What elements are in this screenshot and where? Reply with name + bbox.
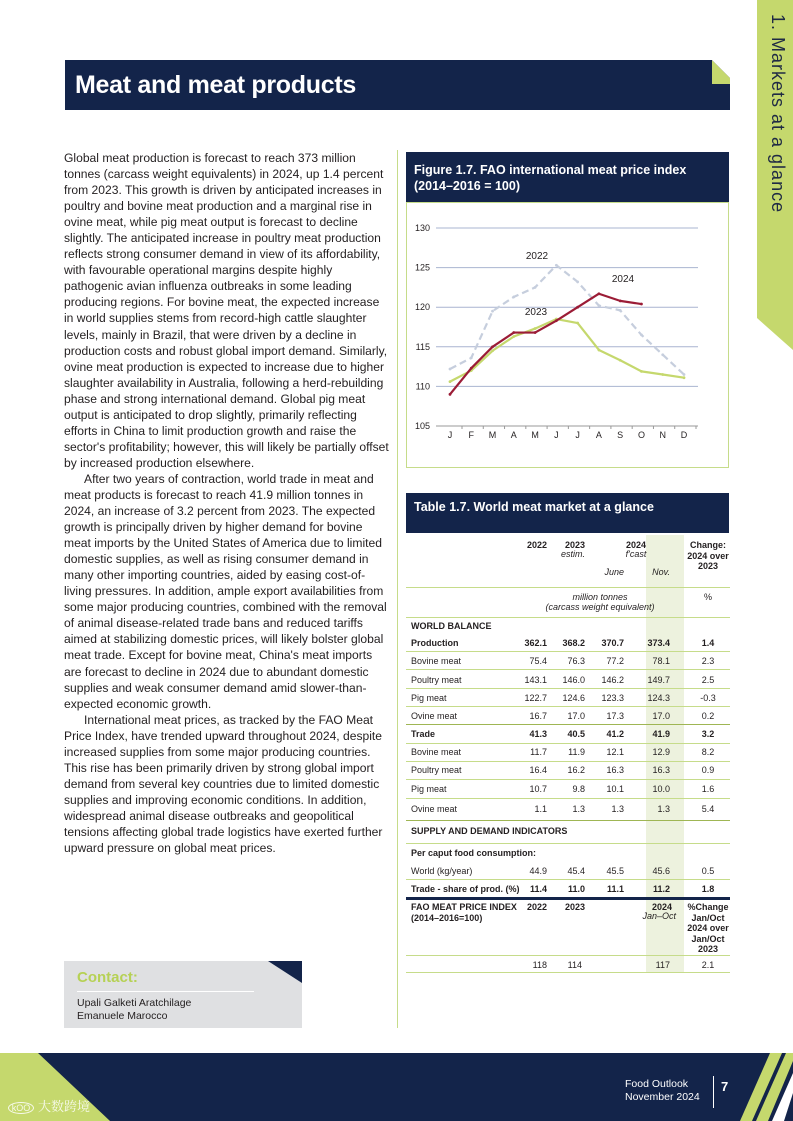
table-rule	[406, 617, 730, 618]
price-index-2022: 118	[532, 960, 547, 970]
x-tick-label: F	[468, 430, 475, 440]
data-point-2024	[576, 306, 579, 309]
x-tick-label: J	[575, 430, 580, 440]
row-label: Ovine meat	[411, 711, 458, 721]
x-tick-label: O	[637, 430, 645, 440]
price-index-header-2022: 2022	[526, 902, 547, 912]
x-tick-label: N	[659, 430, 666, 440]
row-label: Poultry meat	[411, 765, 462, 775]
price-index-subheader: Jan–Oct	[642, 911, 676, 921]
col-subheader-fcast: f'cast	[625, 549, 647, 559]
table-rule	[406, 587, 730, 588]
contact-box	[64, 961, 302, 1028]
table-cell: 16.4	[529, 765, 547, 775]
row-separator	[406, 779, 730, 780]
col-header-nov: Nov.	[652, 567, 670, 577]
header-corner-accent	[712, 60, 730, 84]
x-tick-label: A	[595, 430, 602, 440]
table-cell: 123.3	[601, 693, 624, 703]
row-label: Bovine meat	[411, 747, 462, 757]
table-rule	[406, 843, 730, 844]
watermark	[8, 1096, 90, 1115]
table-cell: 75.4	[529, 656, 547, 666]
table-cell: 41.9	[652, 729, 670, 739]
table-cell: 11.4	[529, 884, 547, 894]
table-cell: 16.2	[567, 765, 585, 775]
table-cell: 41.3	[529, 729, 547, 739]
data-point-2022	[576, 280, 579, 283]
table-cell: 11.7	[530, 747, 547, 757]
col-header-2022: 2022	[526, 540, 547, 550]
column-divider	[397, 150, 398, 1028]
data-point-2024	[534, 331, 537, 334]
table-cell: 78.1	[652, 656, 670, 666]
data-point-2023	[598, 349, 601, 352]
price-index-label: FAO MEAT PRICE INDEX (2014–2016=100)	[411, 902, 517, 923]
section-world-balance: WORLD BALANCE	[411, 621, 492, 631]
data-point-2023	[449, 380, 452, 383]
data-point-2023	[661, 373, 664, 376]
table-cell: 45.6	[652, 866, 670, 876]
page-footer	[0, 1053, 793, 1121]
table-cell: 10.1	[606, 784, 624, 794]
y-tick-label: 115	[415, 341, 430, 352]
table-cell: 1.3	[611, 804, 624, 814]
figure-title: Figure 1.7. FAO international meat price index (2014–2016 = 100)	[414, 163, 687, 193]
row-label: Production	[411, 638, 459, 648]
data-point-2022	[619, 309, 622, 312]
table-cell: 77.2	[606, 656, 624, 666]
table-cell: 1.3	[657, 804, 670, 814]
data-point-2022	[555, 264, 558, 267]
table-cell: 5.4	[701, 804, 715, 814]
x-tick-label: D	[680, 430, 688, 440]
data-point-2023	[534, 327, 537, 330]
y-tick-label: 125	[414, 262, 430, 273]
row-label: Bovine meat	[411, 656, 462, 666]
data-point-2024	[619, 299, 622, 302]
table-cell: 1.6	[701, 784, 715, 794]
row-separator	[406, 688, 730, 689]
data-point-2022	[512, 296, 515, 299]
data-point-2022	[598, 304, 601, 307]
col-header-june: June	[604, 567, 624, 577]
price-index-2023: 114	[567, 960, 582, 970]
publication-date: November 2024	[625, 1091, 700, 1103]
table-cell: 41.2	[606, 729, 624, 739]
data-point-2022	[640, 334, 643, 337]
page-title: Meat and meat products	[75, 71, 356, 99]
units-sublabel: (carcass weight equivalent)	[545, 602, 655, 612]
row-label: Trade	[411, 729, 436, 739]
row-separator	[406, 761, 730, 762]
footer-publication	[625, 1078, 700, 1104]
series-annotation: 2022	[525, 251, 549, 262]
table-cell: 10.7	[529, 784, 547, 794]
col-header-2023: 2023	[564, 540, 585, 550]
data-point-2024	[470, 367, 473, 370]
table-cell: 12.9	[652, 747, 670, 757]
contact-name: Emanuele Marocco	[77, 1010, 168, 1022]
row-separator	[406, 651, 730, 652]
y-tick-label: 105	[414, 421, 430, 431]
data-point-2022	[491, 310, 494, 313]
footer-divider	[713, 1076, 714, 1108]
table-cell: 16.7	[529, 711, 547, 721]
table-cell: 40.5	[567, 729, 585, 739]
table-cell: 17.0	[567, 711, 585, 721]
table-cell: 45.4	[567, 866, 585, 876]
data-point-2024	[491, 345, 494, 348]
col-subheader-estim: estim.	[560, 549, 585, 559]
row-label: Poultry meat	[411, 675, 462, 685]
price-index-change-header: %Change Jan/Oct 2024 over Jan/Oct 2023	[687, 902, 729, 954]
table-cell: 76.3	[567, 656, 585, 666]
table-cell: 124.6	[562, 693, 585, 703]
row-label: Trade - share of prod. (%)	[411, 884, 520, 894]
y-tick-label: 110	[415, 381, 430, 392]
watermark-logo: kOO	[8, 1102, 34, 1114]
table-rule-thick	[406, 897, 730, 900]
row-label: Ovine meat	[411, 804, 458, 814]
table-cell: 1.1	[534, 804, 547, 814]
table-rule	[406, 972, 730, 973]
y-tick-label: 120	[414, 302, 430, 313]
x-tick-label: J	[554, 430, 559, 440]
table-cell: 17.0	[652, 711, 670, 721]
section-separator	[406, 724, 730, 725]
contact-title: Contact:	[77, 969, 138, 986]
price-index-header-2023: 2023	[564, 902, 585, 912]
row-separator	[406, 706, 730, 707]
price-index-2024: 117	[655, 960, 670, 970]
y-tick-label: 130	[414, 223, 430, 233]
paragraph: International meat prices, as tracked by the FAO Meat Price Index, have trended upward throughout 2024, despite increased supplies from some major producing countries. This rise has been primarily driven by strong global import demand from several key countries due to limited domestic supplies and improving economic conditions. In addition, widespread animal disease outbreaks and geopolitical tensions affecting global trade logistics have exerted further upward pressure on global meat prices.	[64, 712, 383, 856]
table-cell: 1.3	[572, 804, 585, 814]
table-cell: 370.7	[601, 638, 624, 648]
row-label: World (kg/year)	[411, 866, 473, 876]
publication-name: Food Outlook	[625, 1078, 689, 1090]
data-point-2022	[683, 373, 686, 376]
data-point-2024	[449, 393, 452, 396]
table-cell: 373.4	[647, 638, 670, 648]
table-cell: 124.3	[647, 693, 670, 703]
side-tab-label: 1. Markets at a glance	[768, 14, 788, 214]
table-cell: 16.3	[606, 765, 624, 775]
price-index-header-2024: 2024	[651, 902, 672, 912]
x-tick-label: S	[617, 430, 624, 440]
table-header	[406, 493, 729, 533]
table-cell: 17.3	[606, 711, 624, 721]
data-point-2023	[576, 322, 579, 325]
contact-corner-accent	[268, 961, 302, 983]
table-cell: 3.2	[701, 729, 715, 739]
article-body	[64, 150, 389, 856]
table-rule	[406, 955, 730, 956]
watermark-text: 大数跨境	[38, 1099, 91, 1114]
section-per-caput: Per caput food consumption:	[411, 848, 536, 858]
data-point-2023	[683, 376, 686, 379]
row-separator	[406, 743, 730, 744]
table-cell: 45.5	[606, 866, 624, 876]
row-label: Pig meat	[411, 784, 447, 794]
data-point-2022	[534, 286, 537, 289]
x-tick-label: J	[447, 430, 453, 440]
data-point-2024	[512, 331, 515, 334]
figure-header	[406, 152, 729, 202]
table-cell: 10.0	[652, 784, 670, 794]
section-supply-demand: SUPPLY AND DEMAND INDICATORS	[411, 826, 568, 836]
table-cell: 0.2	[701, 711, 715, 721]
table-cell: 9.8	[572, 784, 585, 794]
contact-name: Upali Galketi Aratchilage	[77, 997, 192, 1009]
table-cell: 12.1	[606, 747, 624, 757]
data-point-2024	[555, 319, 558, 322]
data-point-2022	[661, 353, 664, 356]
table-cell: 149.7	[647, 675, 670, 685]
table-cell: 1.4	[701, 638, 715, 648]
table-cell: 11.1	[606, 884, 624, 894]
table-cell: 11.9	[568, 747, 585, 757]
col-header-2024: 2024	[625, 540, 647, 550]
series-annotation: 2023	[524, 307, 548, 318]
row-label: Pig meat	[411, 693, 447, 703]
table-cell: 368.2	[562, 638, 585, 648]
data-point-2022	[470, 356, 473, 359]
section-separator	[406, 820, 730, 821]
price-index-change: 2.1	[701, 960, 715, 970]
table-cell: -0.3	[700, 693, 716, 703]
table-cell: 16.3	[652, 765, 670, 775]
section-side-tab	[757, 0, 793, 350]
data-point-2024	[598, 292, 601, 295]
table-cell: 146.0	[562, 675, 585, 685]
row-separator	[406, 798, 730, 799]
series-annotation: 2024	[611, 274, 635, 285]
page-number: 7	[721, 1079, 729, 1094]
table-cell: 2.3	[701, 656, 715, 666]
data-point-2024	[640, 303, 643, 306]
price-index-chart	[406, 202, 729, 468]
table-cell: 44.9	[529, 866, 547, 876]
data-point-2022	[449, 368, 452, 371]
table-cell: 143.1	[524, 675, 547, 685]
table-cell: 362.1	[524, 638, 547, 648]
table-cell: 2.5	[701, 675, 715, 685]
row-separator	[406, 669, 730, 670]
data-point-2023	[619, 359, 622, 362]
x-tick-label: M	[531, 430, 539, 440]
x-tick-label: M	[488, 430, 497, 440]
table-cell: 122.7	[524, 693, 547, 703]
table-cell: 8.2	[701, 747, 715, 757]
units-label: million tonnes	[572, 592, 628, 602]
table-cell: 1.8	[701, 884, 715, 894]
col-header-change: Change: 2024 over 2023	[687, 540, 729, 571]
row-separator	[406, 879, 730, 880]
x-tick-label: A	[510, 430, 517, 440]
page-title-bar	[65, 60, 730, 110]
paragraph: After two years of contraction, world trade in meat and meat products is forecast to reach 41.9 million tonnes in 2024, an increase of 3.2 percent from 2023. The expected growth is principally driven by higher demand for bovine meat imports by the United States of America due to limited domestic supplies, as well as rising consumer demand in many other importing countries, aided by easing cost-of-living pressures. In addition, ample export availabilities from some major producing countries, combined with the removal of animal disease-related trade bans and reduced tariffs aimed at stabilizing domestic prices, will likely bolster global meat trade. Except for bovine meat, China's meat imports are forecast to decline in 2024 due to abundant domestic supplies and weak consumer demand amid slower-than-expected economic growth.	[64, 471, 387, 711]
table-title: Table 1.7. World meat market at a glance	[414, 500, 654, 514]
data-point-2023	[491, 349, 494, 352]
divider	[77, 991, 254, 992]
pct-label: %	[703, 592, 712, 602]
paragraph: Global meat production is forecast to reach 373 million tonnes (carcass weight equivalents) in 2024, up 1.4 percent from 2023. This growth is driven by anticipated increases in poultry and bovine meat production and a marginal rise in ovine meat, while pig meat output is forecast to decline slightly. The anticipated increase in poultry meat production reflects strong consumer demand in view of its affordability, with favourable operational margins despite highly pathogenic avian influenza outbreaks in some leading producing regions. For bovine meat, the expected increase in world supplies stems from record-high cattle slaughter levels, mainly in Brazil, that were driven by a decline in production costs and robust global import demand. Similarly, ovine meat production is expected to increase due to higher slaughter availability in Australia, following a herd-rebuilding phase and strong international demand. Global pig meat output is anticipated to drop slightly, primarily reflecting efforts in China to limit production growth and raise the sector's profitability; however, this will likely be partially offset by increased production elsewhere.	[64, 151, 389, 470]
data-point-2023	[640, 370, 643, 373]
table-cell: 0.9	[701, 765, 715, 775]
data-point-2023	[512, 335, 515, 338]
table-cell: 146.2	[601, 675, 624, 685]
table-cell: 0.5	[701, 866, 715, 876]
table-cell: 11.0	[567, 884, 585, 894]
table-cell: 11.2	[652, 884, 670, 894]
